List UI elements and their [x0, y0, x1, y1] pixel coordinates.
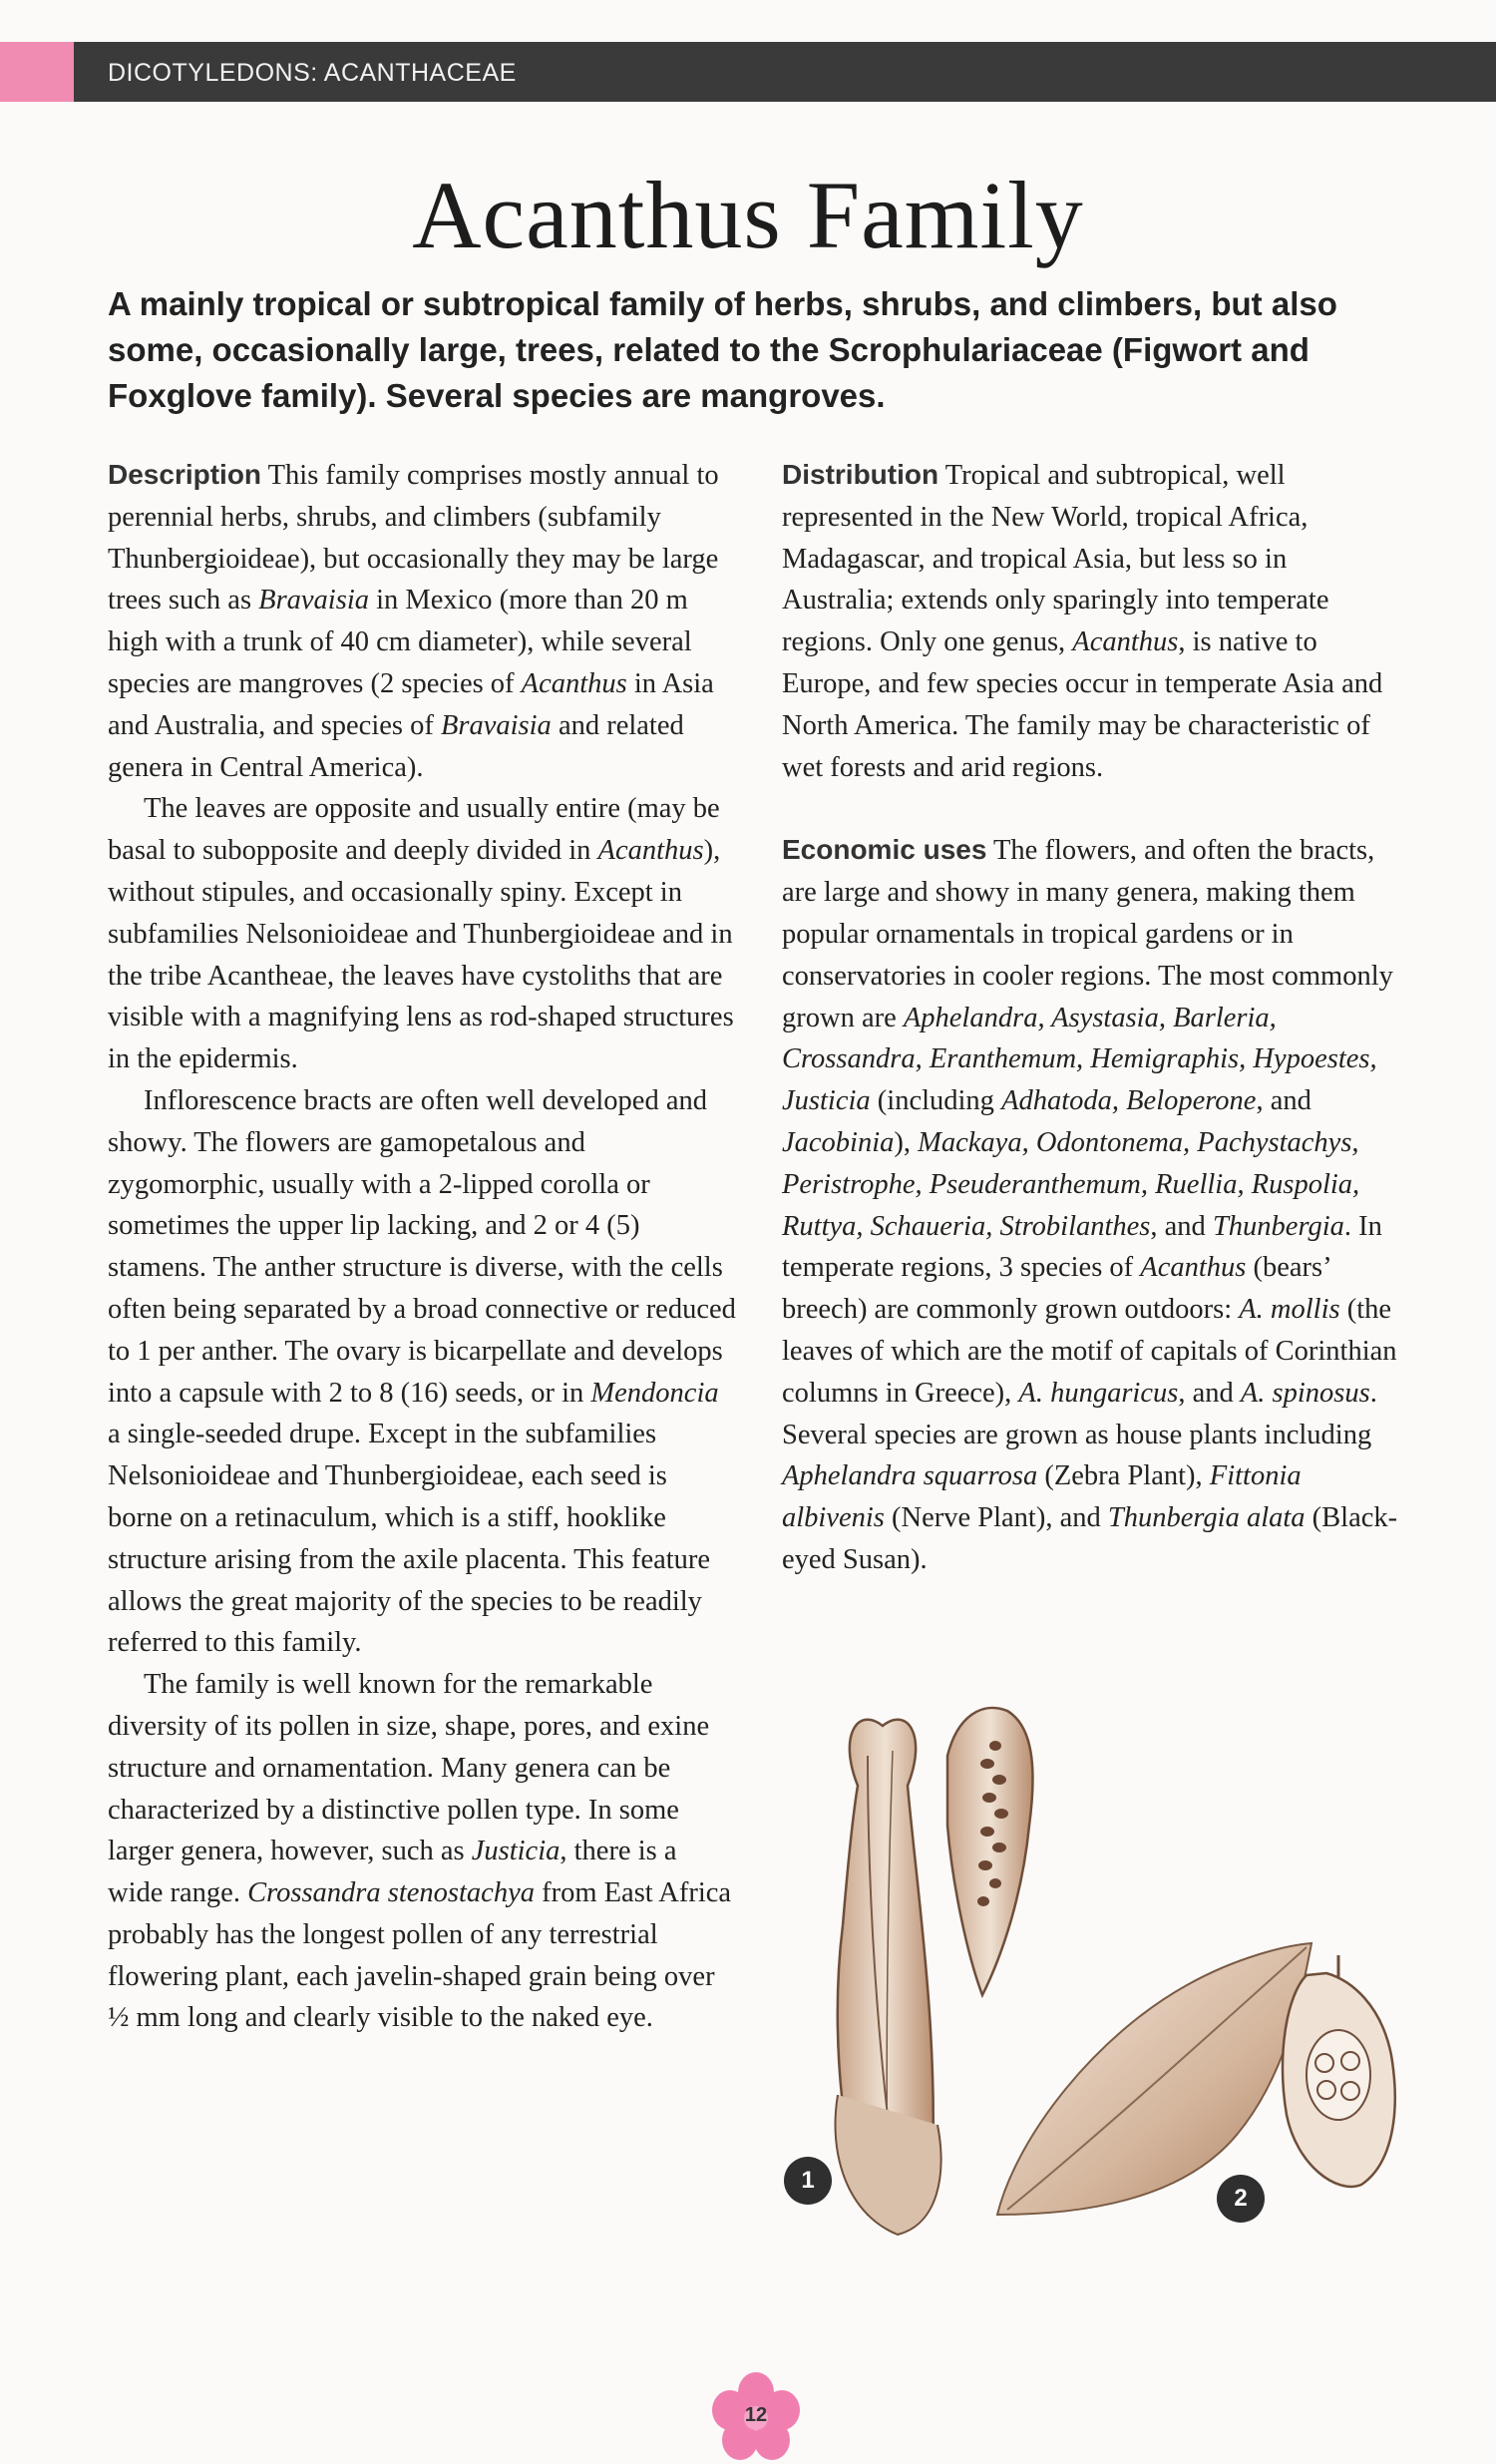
page-number: 12: [744, 2404, 768, 2426]
figure-badge-2: 2: [1217, 2175, 1265, 2223]
page-title: Acanthus Family: [412, 162, 1084, 268]
description-text: This family comprises mostly annual to perennial herbs, shrubs, and climbers (subfamily Thunbergioideae), but occasionally they may be large trees such as Bravaisia in Mexico (more than 20 m high with a trunk of 40 cm diameter), while several species are mangroves (2 species of Acanthus in Asia and Australia, and species of Bravaisia and related genera in Central America).: [108, 460, 719, 783]
intro-summary: A mainly tropical or subtropical family of herbs, shrubs, and climbers, but also some, occasionally large, trees, related to the Scrophulariaceae (Figwort and Foxglove family). Several species are mangroves.: [108, 285, 1337, 414]
flower-drawing: [768, 1696, 1426, 2255]
pollen-paragraph: The family is well known for the remarkable diversity of its pollen in size, shape, pores, and exine structure and ornamentation. Many genera can be characterized by a distinctive pollen type. In some larger genera, however, such as Justicia, there is a wide range. Crossandra stenostachya from East Africa probably has the longest pollen of any terrestrial flowering plant, each javelin-shaped grain being over ½ mm long and clearly visible to the naked eye.: [108, 1669, 732, 2034]
left-column: [108, 454, 738, 2039]
inflorescence-paragraph: Inflorescence bracts are often well developed and showy. The flowers are gamopetalous and zygomorphic, usually with a 2-lipped corolla or sometimes the upper lip lacking, and 2 or 4 (5) stamens. The anther structure is diverse, with the cells often being separated by a broad connective or reduced to 1 per anther. The ovary is bicarpellate and develops into a capsule with 2 to 8 (16) seeds, or in Mendoncia a single-seeded drupe. Except in the subfamilies Nelsonioideae and Thunbergioideae, each seed is borne on a retinaculum, which is a stiff, hooklike structure arising from the axile placenta. This feature allows the great majority of the species to be readily referred to this family.: [108, 1084, 736, 1659]
distribution-paragraph: [782, 454, 1402, 788]
economic-uses-heading: Economic uses: [782, 834, 987, 866]
right-column: [782, 454, 1402, 1581]
section-header-label: DICOTYLEDONS: ACANTHACEAE: [108, 59, 517, 87]
cross-section-ovary: [1307, 2030, 1370, 2120]
economic-uses-text: The flowers, and often the bracts, are large and showy in many genera, making them popular ornamentals in tropical gardens or in conservatories in cooler regions. The most commonly grown are Aphelandra, Asystasia, Barleria, Crossandra, Eranthemum, Hemigraphis, Hypoestes, Justicia (including Adhatoda, Beloperone, and Jacobinia), Mackaya, Odontonema, Pachystachys, Peristrophe, Pseuderanthemum, Ruellia, Ruspolia, Ruttya, Schaueria, Strobilanthes, and Thunbergia. In temperate regions, 3 species of Acanthus (bears’ breech) are commonly grown outdoors: A. mollis (the leaves of which are the motif of capitals of Corinthian columns in Greece), A. hungaricus, and A. spinosus. Several species are grown as house plants including Aphelandra squarrosa (Zebra Plant), Fittonia albivenis (Nerve Plant), and Thunbergia alata (Black-eyed Susan).: [782, 835, 1398, 1575]
flower-seed-capsule: [947, 1708, 1033, 1995]
distribution-text: Tropical and subtropical, well represented in the New World, tropical Africa, Madagascar, and tropical Asia, but less so in Australia; extends only sparingly into temperate regions. Only one genus, Acanthus, is native to Europe, and few species occur in temperate Asia and North America. The family may be characteristic of wet forests and arid regions.: [782, 460, 1383, 783]
description-paragraph: [108, 454, 738, 788]
figure-badge-1: 1: [784, 2157, 832, 2205]
economic-uses-paragraph: [782, 829, 1402, 1580]
distribution-heading: Distribution: [782, 459, 939, 490]
header-accent-tab: [0, 42, 74, 102]
description-heading: Description: [108, 459, 262, 490]
leaves-paragraph: The leaves are opposite and usually entire (may be basal to subopposite and deeply divided in Acanthus), without stipules, and occasionally spiny. Except in subfamilies Nelsonioideae and Thunbergioideae and in the tribe Acantheae, the leaves have cystoliths that are visible with a magnifying lens as rod-shaped structures in the epidermis.: [108, 793, 734, 1075]
botanical-illustration: [768, 1696, 1426, 2255]
